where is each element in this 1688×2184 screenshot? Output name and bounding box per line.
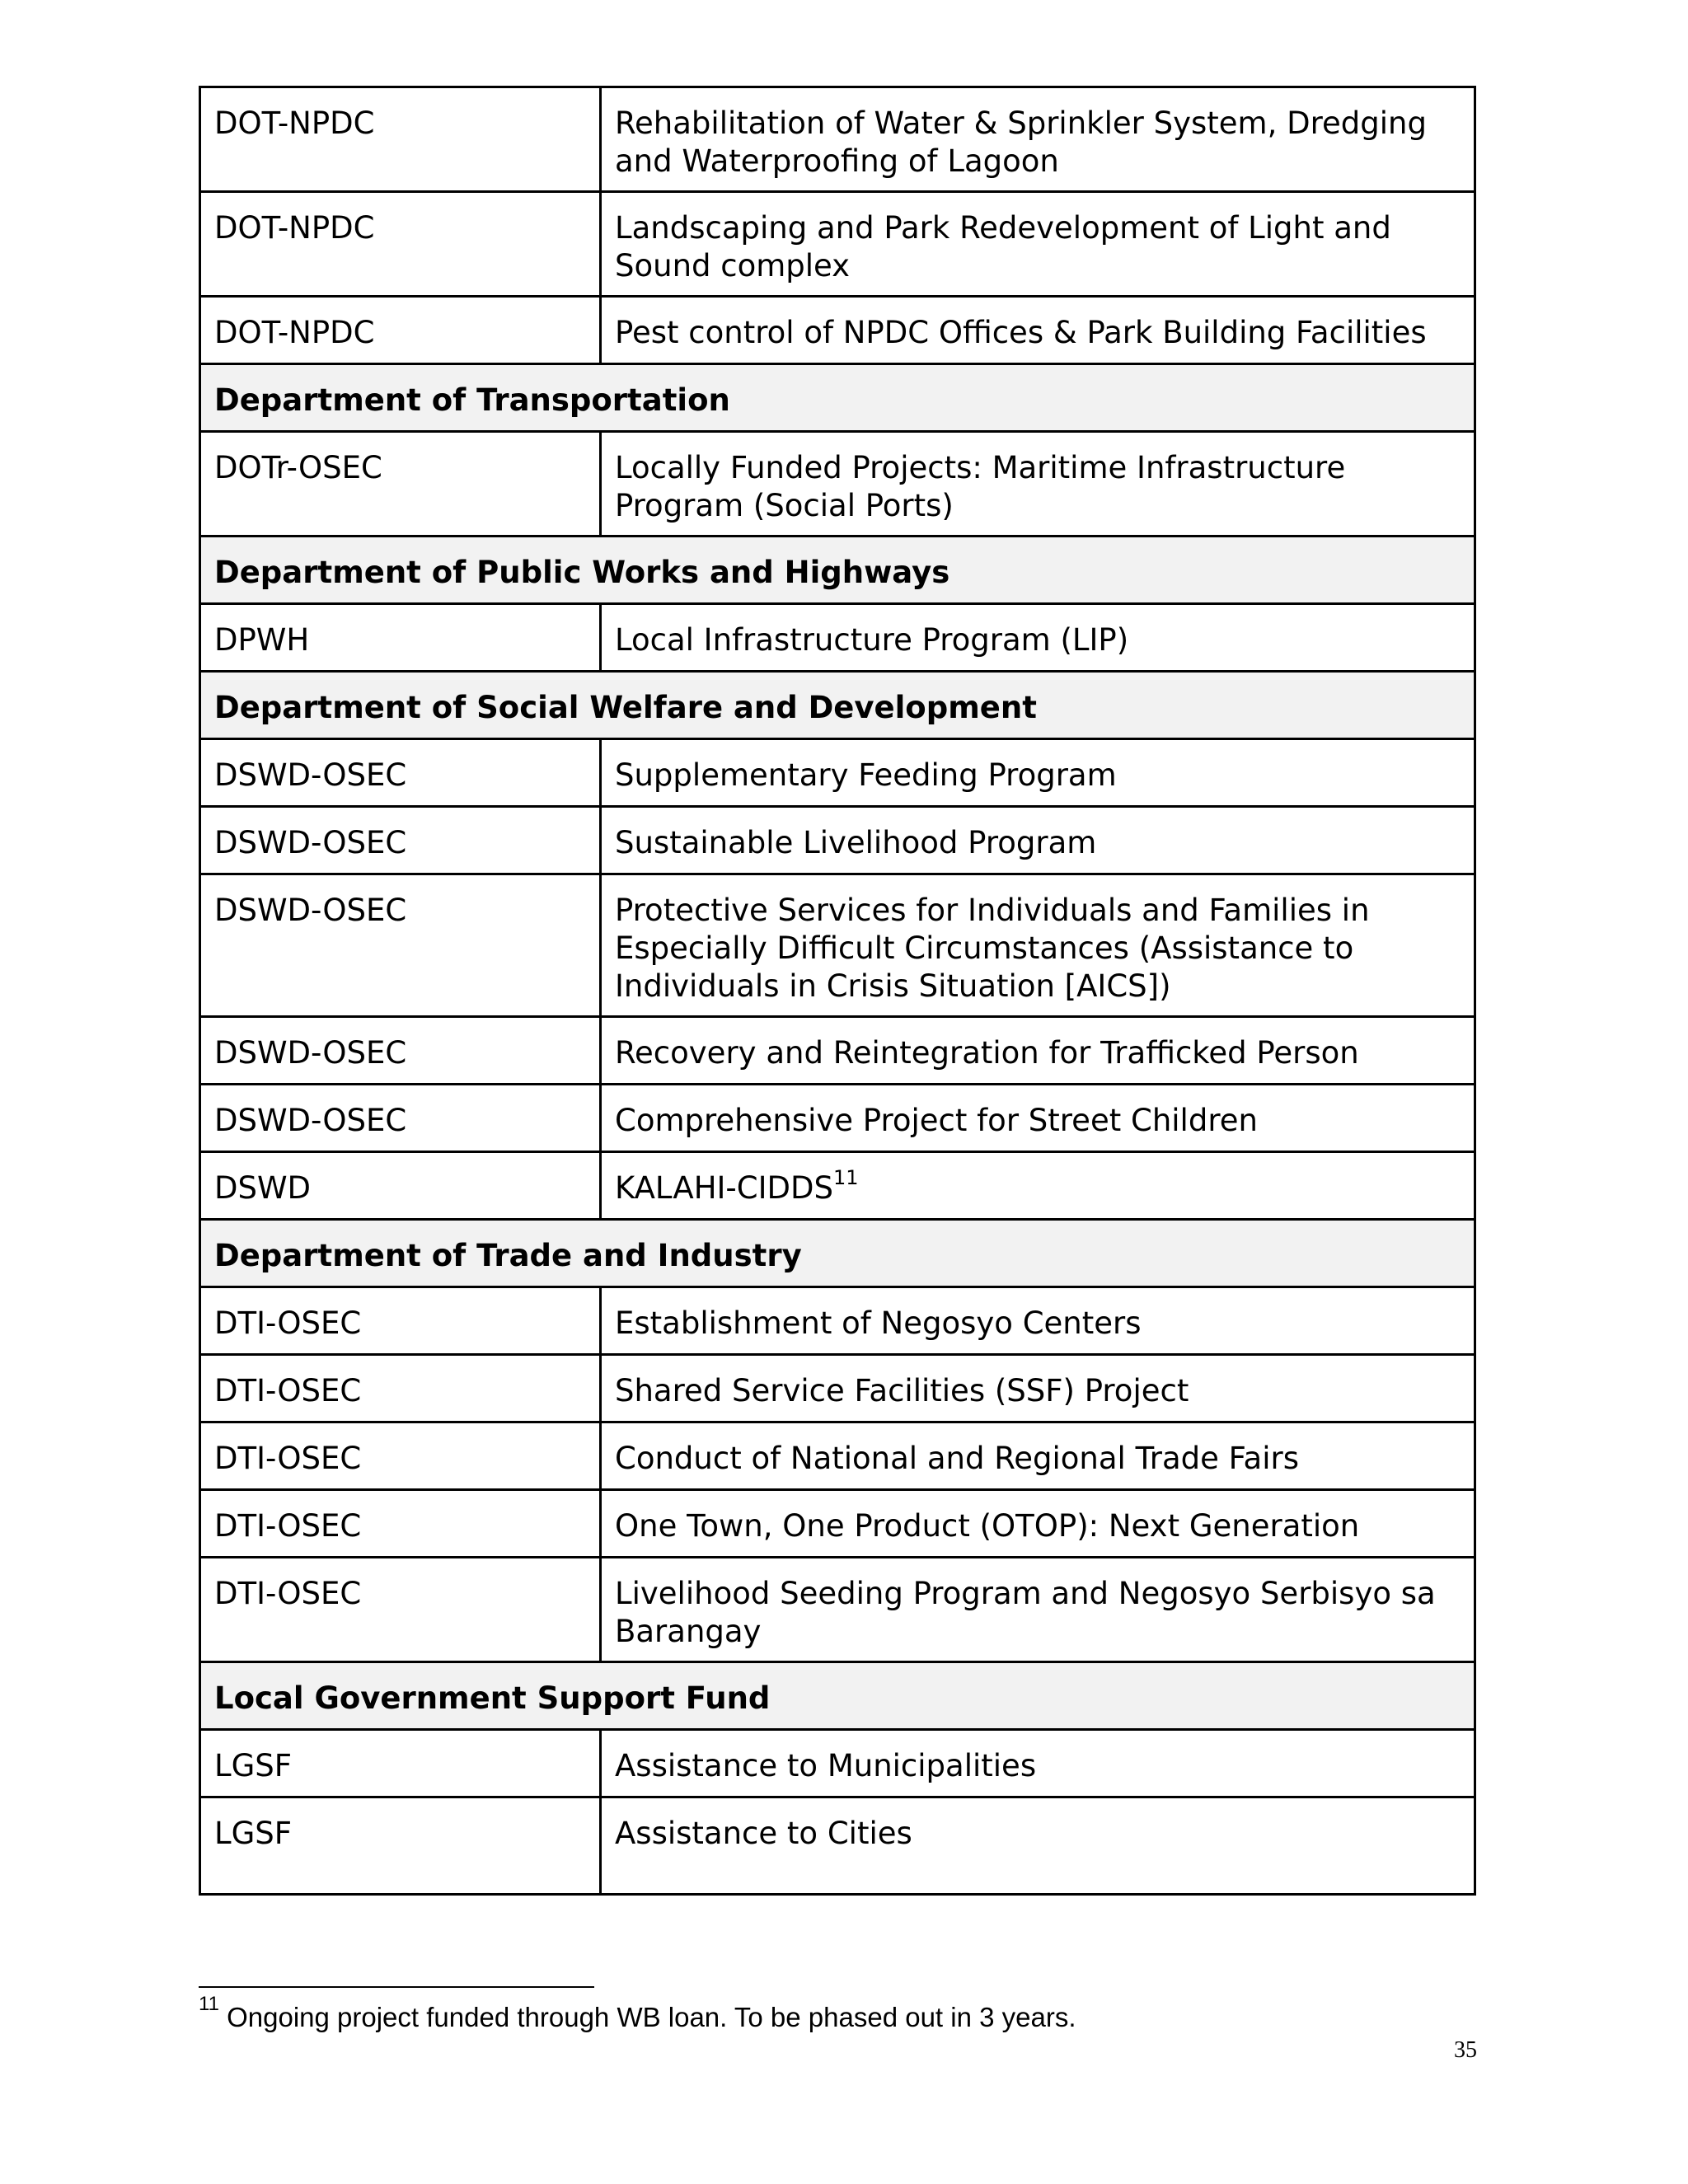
agency-code-cell: DSWD-OSEC — [200, 1017, 601, 1085]
table-row — [200, 87, 1475, 192]
project-description-cell — [601, 1558, 1475, 1662]
project-description-cell — [601, 297, 1475, 364]
project-description-cell — [601, 874, 1475, 1017]
section-title: Local Government Support Fund — [200, 1662, 1475, 1730]
agency-code-cell: DSWD-OSEC — [200, 1085, 601, 1152]
agency-code-cell: LGSF — [200, 1730, 601, 1797]
footnote-marker: 11 — [199, 1993, 219, 2015]
agency-code-cell: DTI-OSEC — [200, 1558, 601, 1662]
project-description-cell — [601, 1017, 1475, 1085]
project-description-cell — [601, 1152, 1475, 1220]
section-title: Department of Public Works and Highways — [200, 537, 1475, 604]
project-description-cell — [601, 1355, 1475, 1422]
project-description-cell — [601, 1287, 1475, 1355]
project-description: Rehabilitation of Water & Sprinkler System, Dredging and Waterproofing of Lagoon — [615, 105, 1427, 179]
section-header-row — [200, 1662, 1475, 1730]
project-description-cell — [601, 1085, 1475, 1152]
project-description: Establishment of Negosyo Centers — [615, 1305, 1142, 1341]
project-description-cell — [601, 1490, 1475, 1558]
table-row — [200, 604, 1475, 672]
project-description: Pest control of NPDC Offices & Park Building Facilities — [615, 315, 1427, 350]
table-row — [200, 807, 1475, 874]
project-description: Comprehensive Project for Street Children — [615, 1103, 1258, 1138]
section-title: Department of Social Welfare and Development — [200, 672, 1475, 739]
table-row — [200, 1287, 1475, 1355]
agency-code-cell: DTI-OSEC — [200, 1490, 601, 1558]
table-row — [200, 1730, 1475, 1797]
agency-code-cell: DOT-NPDC — [200, 297, 601, 364]
agency-code-cell: DOT-NPDC — [200, 87, 601, 192]
project-description: One Town, One Product (OTOP): Next Generation — [615, 1508, 1360, 1544]
project-description: Locally Funded Projects: Maritime Infrastructure Program (Social Ports) — [615, 450, 1346, 523]
table-row — [200, 1490, 1475, 1558]
table-row — [200, 432, 1475, 537]
project-description: Protective Services for Individuals and Families in Especially Difficult Circumstances (Assistance to Individuals in Crisis Situation [AICS]) — [615, 893, 1370, 1004]
section-title: Department of Transportation — [200, 364, 1475, 432]
footnote-separator — [199, 1986, 594, 1988]
table-row — [200, 739, 1475, 807]
table-row — [200, 1085, 1475, 1152]
project-description-cell — [601, 807, 1475, 874]
project-description-cell — [601, 432, 1475, 537]
table-row — [200, 1422, 1475, 1490]
table-row — [200, 1558, 1475, 1662]
project-description-cell — [601, 192, 1475, 297]
projects-table — [199, 86, 1476, 1896]
project-description: Sustainable Livelihood Program — [615, 825, 1097, 860]
agency-code-cell: DSWD-OSEC — [200, 739, 601, 807]
page-number: 35 — [1454, 2037, 1477, 2063]
project-description: Shared Service Facilities (SSF) Project — [615, 1373, 1189, 1408]
footnote-text: Ongoing project funded through WB loan. To be phased out in 3 years. — [227, 2002, 1076, 2032]
section-header-row — [200, 364, 1475, 432]
agency-code-cell: DTI-OSEC — [200, 1422, 601, 1490]
project-description-cell — [601, 1422, 1475, 1490]
project-description-cell — [601, 87, 1475, 192]
agency-code-cell: DTI-OSEC — [200, 1287, 601, 1355]
agency-code-cell: DOT-NPDC — [200, 192, 601, 297]
project-description: Livelihood Seeding Program and Negosyo Serbisyo sa Barangay — [615, 1576, 1436, 1649]
table-row — [200, 1797, 1475, 1895]
table-row — [200, 192, 1475, 297]
project-description: Local Infrastructure Program (LIP) — [615, 622, 1129, 658]
footnote-reference: 11 — [833, 1165, 859, 1189]
agency-code-cell: DPWH — [200, 604, 601, 672]
section-header-row — [200, 537, 1475, 604]
agency-code-cell: DSWD-OSEC — [200, 807, 601, 874]
table-row — [200, 297, 1475, 364]
project-description: Recovery and Reintegration for Trafficked Person — [615, 1035, 1359, 1071]
table-row — [200, 1017, 1475, 1085]
project-description-cell — [601, 1730, 1475, 1797]
table-row — [200, 874, 1475, 1017]
agency-code-cell: DTI-OSEC — [200, 1355, 601, 1422]
agency-code-cell: DSWD-OSEC — [200, 874, 601, 1017]
table-row — [200, 1152, 1475, 1220]
project-description-cell — [601, 604, 1475, 672]
section-header-row — [200, 672, 1475, 739]
project-description-cell — [601, 1797, 1475, 1895]
project-description: Assistance to Municipalities — [615, 1748, 1037, 1783]
agency-code-cell: LGSF — [200, 1797, 601, 1895]
project-description: Conduct of National and Regional Trade Fairs — [615, 1441, 1299, 1476]
project-description: Assistance to Cities — [615, 1816, 912, 1851]
project-description: Supplementary Feeding Program — [615, 757, 1117, 793]
section-title: Department of Trade and Industry — [200, 1220, 1475, 1287]
footnote — [199, 1993, 1076, 2034]
agency-code-cell: DOTr-OSEC — [200, 432, 601, 537]
table-row — [200, 1355, 1475, 1422]
project-description: Landscaping and Park Redevelopment of Light and Sound complex — [615, 210, 1391, 284]
project-description-cell — [601, 739, 1475, 807]
agency-code-cell: DSWD — [200, 1152, 601, 1220]
project-description: KALAHI-CIDDS — [615, 1170, 833, 1206]
section-header-row — [200, 1220, 1475, 1287]
